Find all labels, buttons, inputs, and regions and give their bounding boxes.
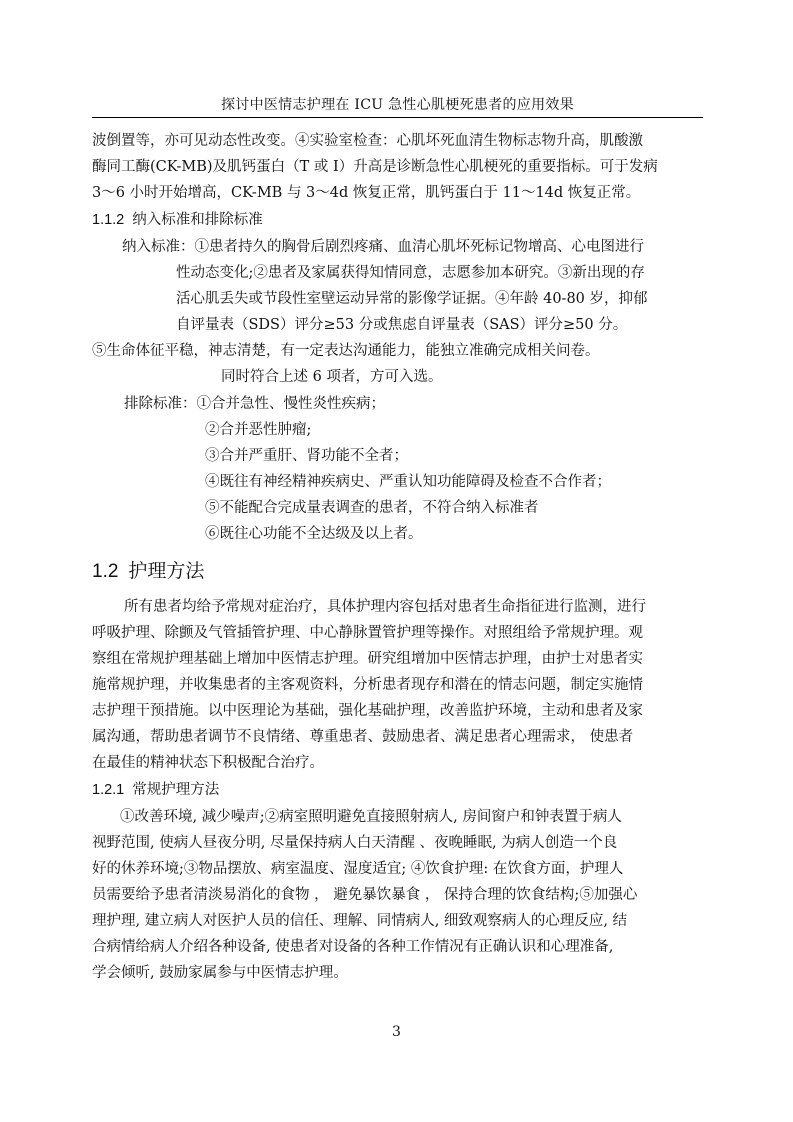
routine-para-line-4: 员需要给予患者清淡易消化的食物 ， 避免暴饮暴食 ， 保持合理的饮食结构;⑤加强心 [92,887,638,903]
section-number: 1.1.2 [92,212,125,228]
nursing-para-line-6: 属沟通，帮助患者调节不良情绪、尊重患者、鼓励患者、满足患者心理需求， 使患者 [92,729,634,745]
exclusion-line-6: ⑥既往心功能不全达级及以上者。 [205,526,423,542]
header-rule [92,117,703,118]
nursing-para-line-1: 所有患者均给予常规对症治疗，具体护理内容包括对患者生命指征进行监测，进行 [124,599,646,615]
inclusion-line-6: 同时符合上述 6 项者，方可入选。 [221,369,443,385]
section-title: 常规护理方法 [132,782,220,798]
inclusion-line-5: ⑤生命体征平稳，神志清楚，有一定表达沟通能力，能独立准确完成相关问卷。 [92,343,600,359]
routine-para-line-3: 好的休养环境;③物品摆放、病室温度、湿度适宜; ④饮食护理: 在饮食方面，护理人 [92,861,624,877]
section-title: 纳入标准和排除标准 [132,212,263,228]
inclusion-line-3: 活心肌丢失或节段性室壁运动异常的影像学证据。④年龄 40-80 岁，抑郁 [176,291,648,307]
nursing-para-line-2: 呼吸护理、除颤及气管插管护理、中心静脉置管护理等操作。对照组给予常规护理。观 [92,625,643,641]
section-heading-1-2-1 [92,780,219,800]
nursing-para-line-5: 志护理干预措施。以中医理论为基础，强化基础护理，改善监护环境，主动和患者及家 [92,703,643,719]
exclusion-line-3: ③合并严重肝、肾功能不全者； [205,448,408,464]
section-number: 1.2.1 [92,782,125,798]
inclusion-line-4: 自评量表（SDS）评分≥53 分或焦虑自评量表（SAS）评分≥50 分。 [176,317,628,333]
section-title: 护理方法 [128,561,205,582]
routine-para-line-5: 理护理, 建立病人对医护人员的信任、理解、同情病人, 细致观察病人的心理反应, 结 [92,913,628,929]
routine-para-line-6: 合病情给病人介绍各种设备, 使患者对设备的各种工作情况有正确认识和心理准备, [92,939,614,955]
page-number: 3 [392,1024,401,1040]
exclusion-line-2: ②合并恶性肿瘤; [205,422,312,438]
section-heading-1-1-2 [92,210,263,230]
nursing-para-line-7: 在最佳的精神状态下积极配合治疗。 [92,755,324,771]
running-header: 探讨中医情志护理在 ICU 急性心肌梗死患者的应用效果 [220,97,575,113]
inclusion-line-2: 性动态变化;②患者及家属获得知情同意，志愿参加本研究。③新出现的存 [176,265,645,281]
exclusion-line-4: ④既往有神经精神疾病史、严重认知功能障碍及检查不合作者； [205,474,611,490]
section-heading-1-2 [92,560,204,584]
routine-para-line-2: 视野范围, 使病人昼夜分明, 尽量保持病人白天清醒 、夜晚睡眠, 为病人创造一个良 [92,835,618,851]
routine-para-line-7: 学会倾听, 鼓励家属参与中医情志护理。 [92,965,348,981]
intro-line-3: 3～6 小时开始增高，CK-MB 与 3～4d 恢复正常，肌钙蛋白于 11～14d 恢复正常。 [92,185,641,201]
nursing-para-line-3: 察组在常规护理基础上增加中医情志护理。研究组增加中医情志护理，由护士对患者实 [92,651,643,667]
intro-line-2: 酶同工酶(CK-MB)及肌钙蛋白（T 或 I）升高是诊断急性心肌梗死的重要指标。可于发病 [92,159,658,175]
nursing-para-line-4: 施常规护理，并收集患者的主客观资料，分析患者现存和潜在的情志问题，制定实施情 [92,677,643,693]
section-number: 1.2 [92,561,119,582]
inclusion-line-1: 纳入标准：①患者持久的胸骨后剧烈疼痛、血清心肌坏死标记物增高、心电图进行 [122,239,644,255]
exclusion-line-1: 排除标准：①合并急性、慢性炎性疾病； [124,396,385,412]
exclusion-line-5: ⑤不能配合完成量表调查的患者，不符合纳入标准者 [205,500,539,516]
intro-line-1: 波倒置等，亦可见动态性改变。④实验室检查：心肌坏死血清生物标志物升高，肌酸激 [92,133,643,149]
routine-para-line-1: ①改善环境, 减少噪声;②病室照明避免直接照射病人, 房间窗户和钟表置于病人 [120,809,622,825]
